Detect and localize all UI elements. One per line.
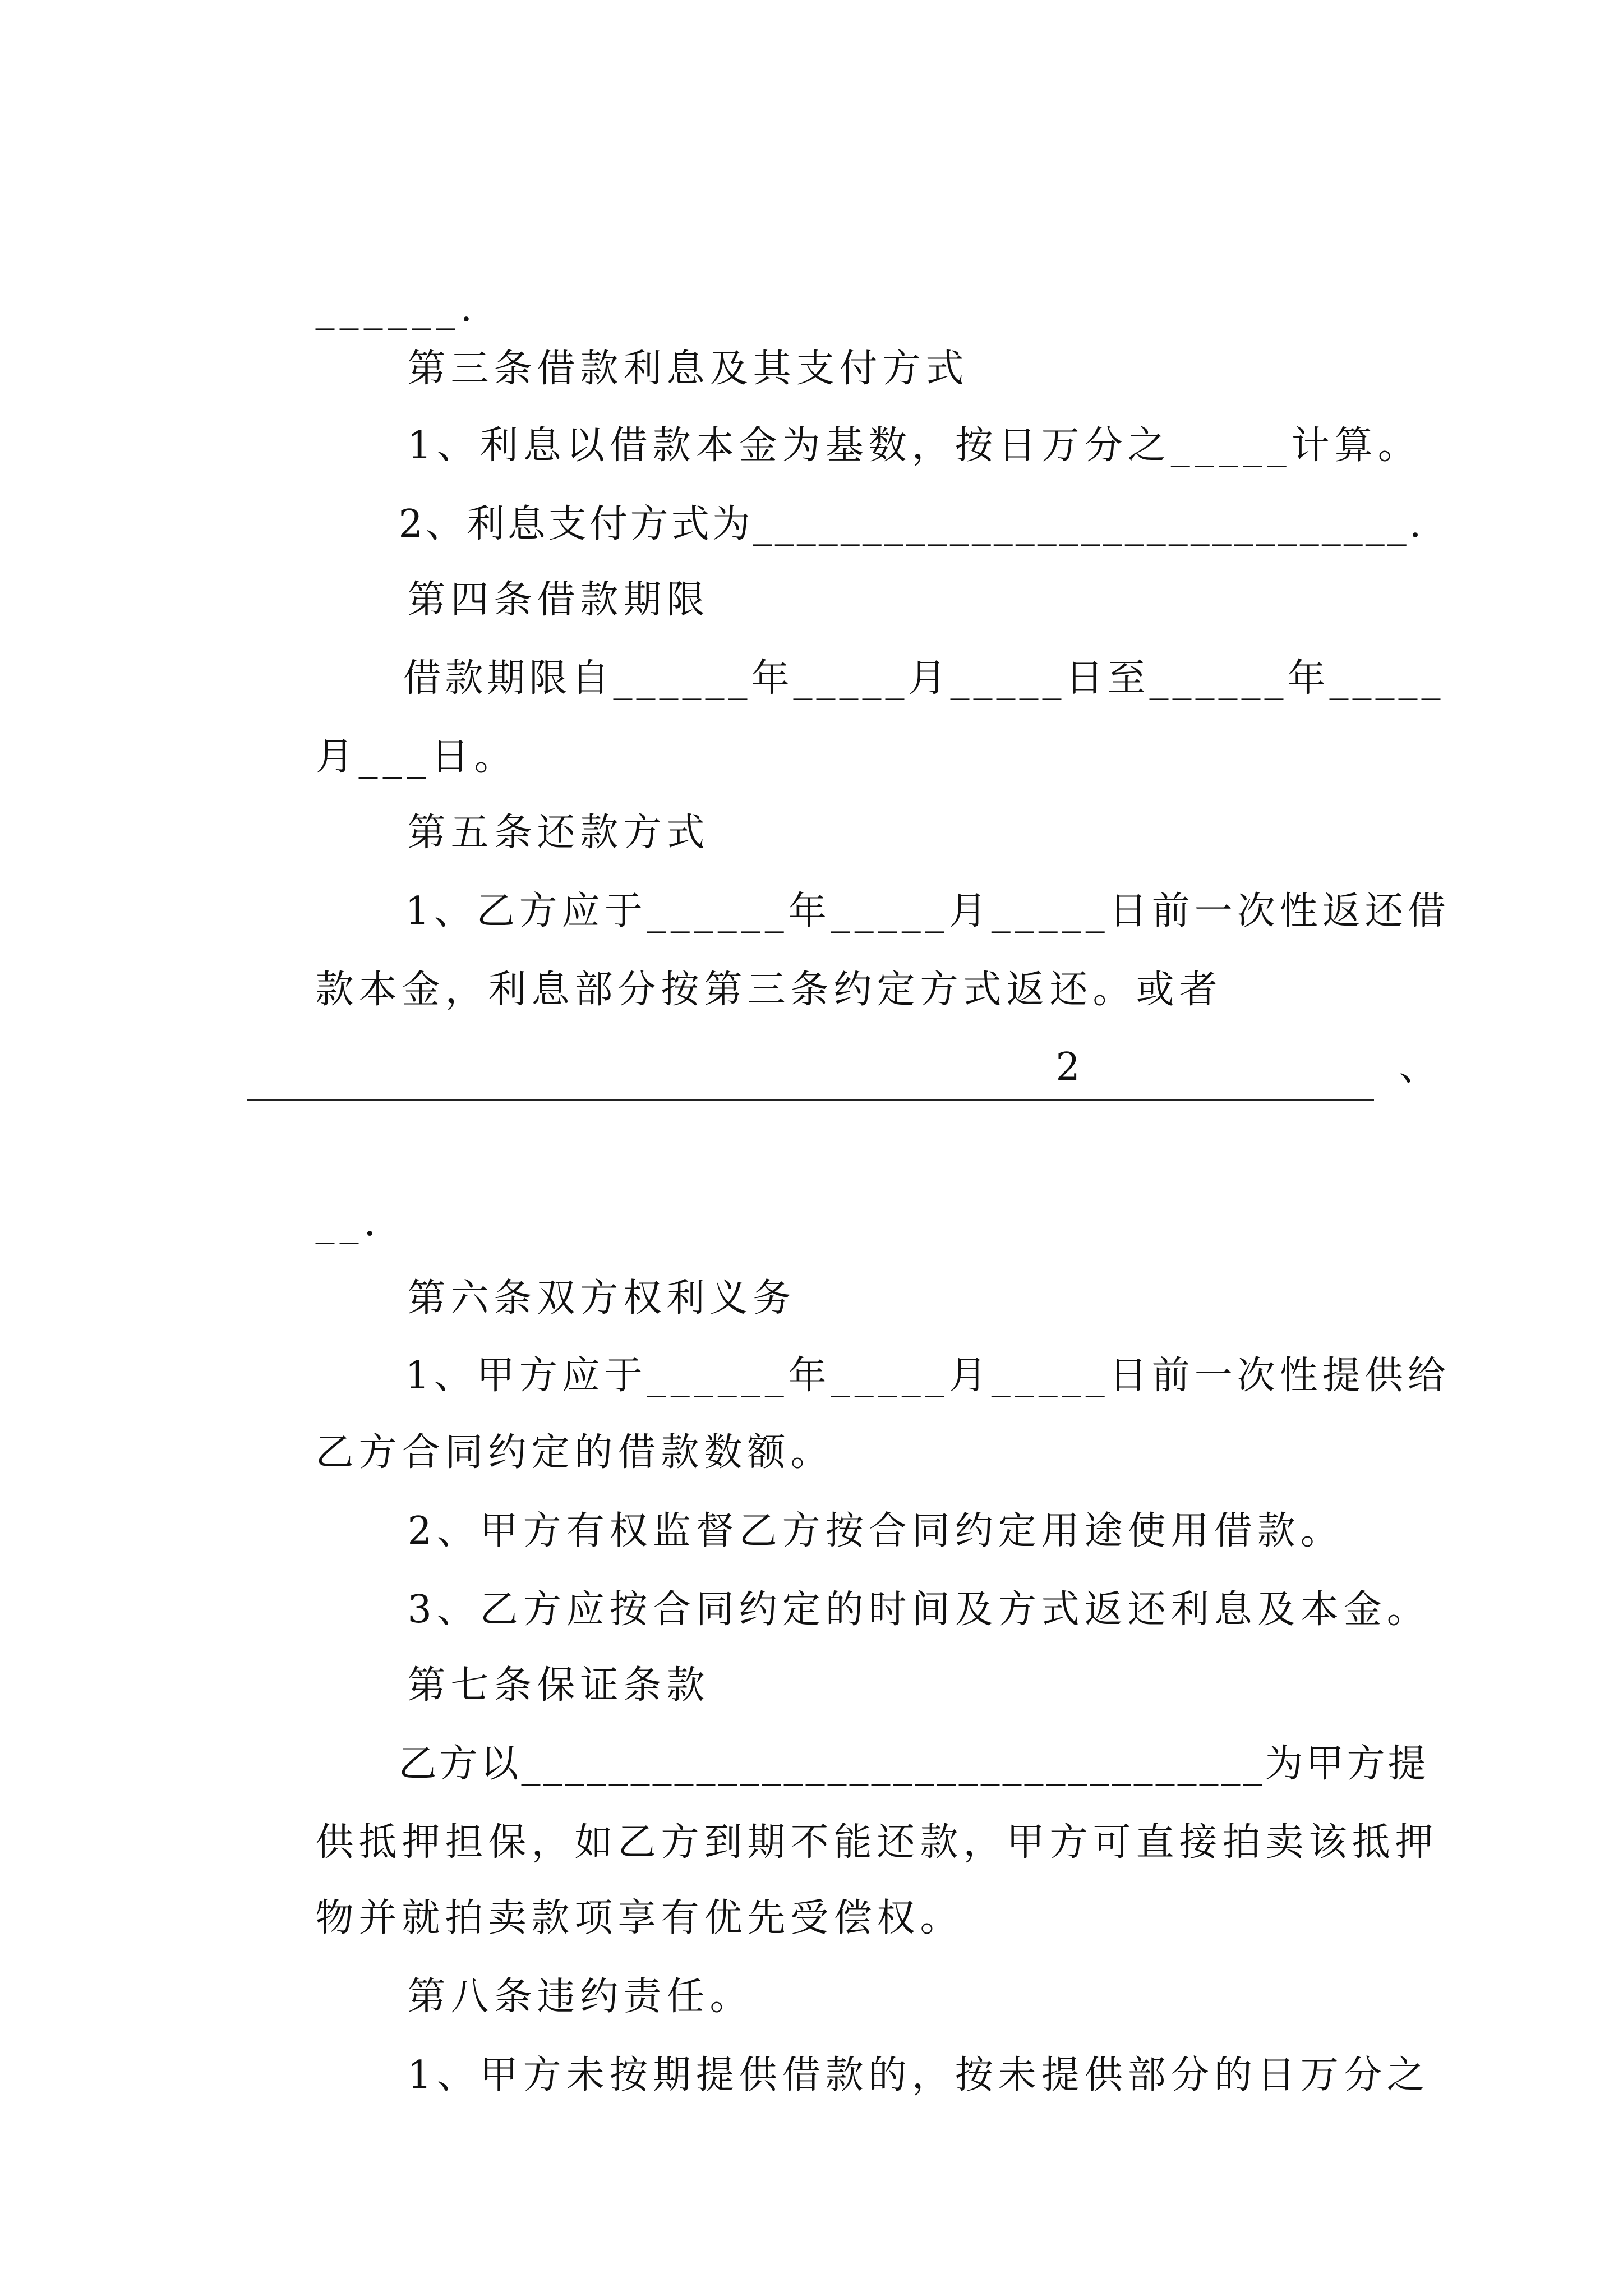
article-6-heading: [339, 1223, 796, 1320]
article-6-clause-3: [339, 1534, 1430, 1632]
article-7-line-2: [247, 1767, 1438, 1865]
line-text: 乙方以__________________________________为甲方提: [398, 1742, 1429, 1786]
line-text: 第四条借款期限: [407, 578, 710, 622]
line-text: 1、甲方应于______年_____月_____日前一次性提供给: [405, 1354, 1450, 1398]
line-text: 第五条还款方式: [407, 811, 710, 855]
line-text: ______.: [315, 286, 478, 330]
article-4-term-line-1: [339, 603, 1445, 701]
article-8-heading: [339, 1921, 753, 2019]
article-6-clause-1-line-2: [247, 1377, 834, 1475]
line-text: 、: [1399, 1045, 1438, 1089]
article-7-line-1: [339, 1688, 1429, 1786]
line-text: __.: [315, 1200, 381, 1245]
article-3-clause-2: [339, 449, 1424, 546]
line-text: 2、甲方有权监督乙方按合同约定用途使用借款。: [407, 1509, 1344, 1553]
line-text: 2: [1055, 1045, 1085, 1089]
blank-fill-line: [247, 1099, 1374, 1101]
article-8-clause-1: [339, 2000, 1430, 2097]
article-3-heading: [339, 293, 969, 391]
article-7-line-3: [247, 1843, 963, 1940]
line-text: 1、乙方应于______年_____月_____日前一次性返还借: [405, 889, 1450, 933]
line-text: 第八条违约责任。: [407, 1975, 753, 2019]
line-text: 物并就拍卖款项享有优先受偿权。: [315, 1896, 963, 1940]
article-5-clause-1-line-2: [247, 914, 1223, 1012]
article-6-clause-2: [339, 1456, 1344, 1553]
article-3-clause-1: [339, 370, 1421, 468]
article-4-term-line-2: [247, 682, 518, 779]
article-5-clause-1-line-1: [339, 836, 1450, 933]
line-text: 2、利息支付方式为______________________________.: [398, 502, 1424, 546]
line-text: 第六条双方权利义务: [407, 1276, 796, 1320]
line-text: 3、乙方应按合同约定的时间及方式返还利息及本金。: [407, 1588, 1430, 1632]
article-5-heading: [339, 757, 710, 855]
line-text: 乙方合同约定的借款数额。: [315, 1430, 834, 1475]
article-5-clause-2-mark: [1346, 992, 1438, 1089]
line-text: 供抵押担保，如乙方到期不能还款，甲方可直接拍卖该抵押: [315, 1820, 1438, 1865]
line-text: 第七条保证条款: [407, 1663, 710, 1708]
article-7-heading: [339, 1610, 710, 1708]
line-text: 1、甲方未按期提供借款的，按未提供部分的日万分之: [407, 2053, 1430, 2097]
line-text: 款本金，利息部分按第三条约定方式返还。或者: [315, 968, 1223, 1012]
continuation-line: [247, 233, 478, 330]
line-text: 月___日。: [315, 735, 518, 779]
line-text: 第三条借款利息及其支付方式: [407, 347, 969, 391]
line-text: 1、利息以借款本金为基数，按日万分之_____计算。: [407, 424, 1421, 468]
article-5-clause-2-number: [987, 992, 1085, 1089]
article-4-heading: [339, 524, 710, 622]
line-text: 借款期限自______年_____月_____日至______年_____: [403, 656, 1445, 701]
article-6-clause-1-line-1: [339, 1300, 1450, 1398]
article-5-clause-2-end: [247, 1147, 381, 1245]
